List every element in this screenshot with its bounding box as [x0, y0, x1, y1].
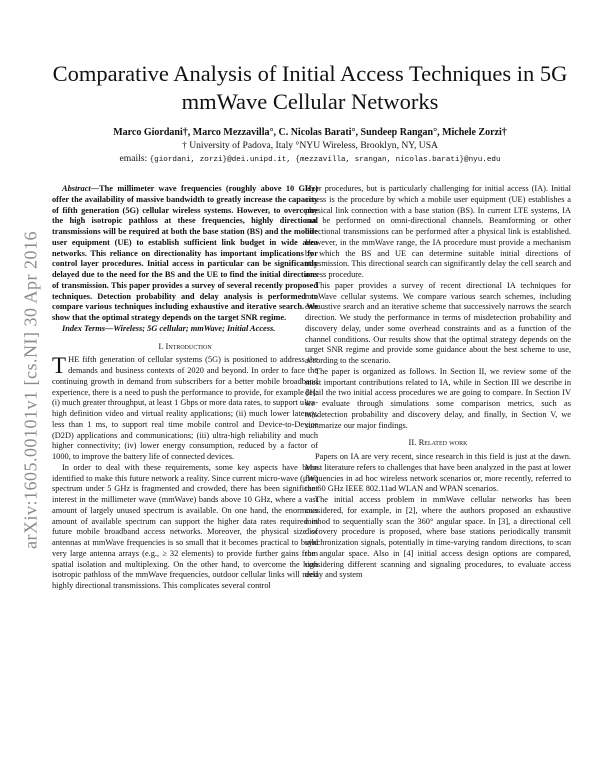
index-terms	[52, 324, 318, 335]
abstract-label: Abstract	[62, 184, 91, 193]
intro-paragraph-2: In order to deal with these requirements, some key aspects have been identified to make this future network a reality. Since current micro-wave (μW) spectrum under 5 GHz is fragmented and crowded, there has been significant interest in the millimeter wave (mmWave) bands above 10 GHz, where a vast amount of largely unused spectrum is available. On one hand, the enormous amount of available spectrum can support the higher data rates required in future mobile broadband access networks. Moreover, the physical size of antennas at mmWave frequencies is so small that it becomes practical to build very large antenna arrays (e.g., ≥ 32 elements) to provide further gains from spatial isolation and multiplexing. On the other hand, to overcome the high isotropic pathloss of the mmWave frequencies, outdoor cellular links will need highly directional transmissions. This complicates several control	[52, 462, 318, 590]
section-heading-related-work: II. Related work	[408, 437, 468, 448]
arxiv-id: arXiv:1605.00101v1 [cs.NI] 30 Apr 2016	[20, 231, 41, 549]
arxiv-sidebar-stamp	[20, 180, 42, 600]
abstract	[52, 184, 318, 324]
right-paragraph-1: layer procedures, but is particularly challenging for initial access (IA). Initial access is the procedure by which a mobile user equipment (UE) establishes a physical link connection with a base station (BS). In current LTE systems, IA can be performed on omni-directional channels. Beamforming or other directional transmissions can be performed after a physical link is established. However, in the mmWave range, the IA procedure must provide a mechanism by which the BS and UE can determine suitable initial directions of transmission. This directional search can significantly delay the cell search and access procedure.	[305, 184, 571, 279]
right-paragraph-3: The paper is organized as follows. In Section II, we review some of the most important contributions related to IA, while in Section III we describe in detail the two initial access procedures we are going to compare. In Section IV we evaluate through simulations some comparison metrics, such as misdetection probability and discovery delay, and finally, in Section V, we summarize our major findings.	[305, 366, 571, 430]
right-paragraph-4: Papers on IA are very recent, since research in this field is just at the dawn. Most literature refers to challenges that have been analyzed in the past at lower frequencies in ad hoc wireless network scenarios or, more recently, referred to the 60 GHz IEEE 802.11ad WLAN and WPAN scenarios.	[305, 452, 571, 494]
left-column	[52, 184, 318, 592]
index-terms-text: —Wireless; 5G cellular; mmWave; Initial Access.	[105, 323, 276, 333]
paper-title: Comparative Analysis of Initial Access Techniques in 5G mmWave Cellular Networks	[52, 61, 568, 114]
right-paragraph-2: This paper provides a survey of recent directional IA techniques for mmWave cellular systems. We compare various search schemes, including exhaustive search and an iterative scheme that successively narrows the search direction. We study the performance in terms of misdetection probability and discovery delay, under some overhead constraints and as a function of the channel conditions. Our results show that the optimal strategy depends on the target SNR regime and provide some guidance about the best scheme to use, according to the scenario.	[305, 280, 571, 365]
abstract-text: —The millimeter wave frequencies (roughly above 10 GHz) offer the availability of massive bandwidth to greatly increase the capacity of fifth generation (5G) cellular wireless systems. However, to overcome the high isotropic pathloss at these frequencies, highly directional transmissions will be required at both the base station (BS) and the mobile user equipment (UE) to establish sufficient link budget in wide area networks. This reliance on directionality has important implications for control layer procedures. Initial access in particular can be significantly delayed due to the need for the BS and the UE to find the initial directions of transmission. This paper provides a survey of several recently proposed techniques. Detection probability and delay analysis is performed to compare various techniques including exhaustive and iterative search. We show that the optimal strategy depends on the target SNR regime.	[52, 184, 318, 322]
right-paragraph-5: The initial access problem in mmWave cellular networks has been considered, for example, in [2], where the authors proposed an exhaustive method to sequentially scan the 360° angular space. In [3], a directional cell discovery procedure is proposed, where base stations periodically transmit synchronization signals, potentially in time-varying random directions, to scan the angular space. Also in [4] initial access design options are compared, considering different scanning and signaling procedures, to evaluate access delay and system	[305, 495, 571, 580]
email-addresses: {giordani, zorzi}@dei.unipd.it, {mezzavilla, srangan, nicolas.barati}@nyu.edu	[149, 156, 501, 164]
index-terms-label: Index Terms	[62, 323, 106, 333]
emails-label: emails:	[119, 153, 150, 164]
right-column	[305, 184, 571, 581]
drop-cap: T	[52, 353, 67, 379]
affiliations: † University of Padova, Italy °NYU Wireless, Brooklyn, NY, USA	[182, 140, 438, 151]
author-list: Marco Giordani†, Marco Mezzavilla°, C. Nicolas Barati°, Sundeep Rangan°, Michele Zorzi†	[113, 127, 507, 138]
intro-paragraph-1	[52, 355, 318, 463]
section-heading-introduction: I. Introduction	[158, 340, 212, 351]
intro-p1-text: HE fifth generation of cellular systems (5G) is positioned to address the demands and business contexts of 2020 and beyond. In order to face the continuing growth in demand from subscribers for a better mobile broadband experience, there is a need to push the performance to provide, for example [1]: (i) much greater throughput, at least 1 Gbps or more data rates, to support ultra-high definition video and virtual reality applications; (ii) much lower latency, less than 1 ms, to support real time mobile control and Device-to-Device (D2D) applications and communications; (iii) ultra-high reliability and much higher connectivity; (iv) lower energy consumption, reduced by a factor of 1000, to improve the battery life of connected devices.	[52, 355, 318, 461]
emails-line	[40, 153, 580, 164]
